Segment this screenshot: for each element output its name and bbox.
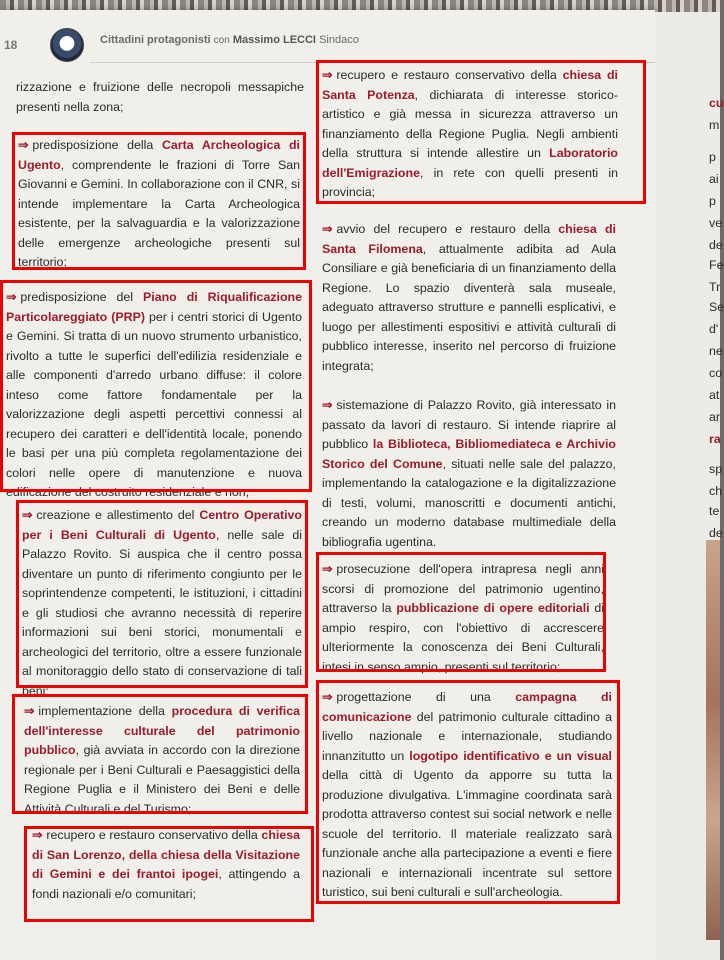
item-highlight: la Biblioteca, Bibliomediateca e Archivio Storico del Comune xyxy=(322,437,616,471)
item-text: implementazione della xyxy=(38,704,172,718)
facing-page-text: Tr xyxy=(709,280,721,294)
facing-page-photo xyxy=(706,540,720,940)
facing-page-text: ai xyxy=(709,172,719,186)
arrow-icon: ⇒ xyxy=(22,508,33,522)
arrow-icon: ⇒ xyxy=(322,222,333,236)
item-text: predisposizione del xyxy=(20,290,143,304)
item-highlight: procedura di verifica dell'interesse culturale del patrimonio pubblico xyxy=(24,704,301,757)
facing-page-text: sp xyxy=(709,462,723,476)
header-title-name: Massimo LECCI xyxy=(232,34,316,46)
annotation-box xyxy=(0,280,312,492)
facing-page-text: te xyxy=(709,504,720,518)
item-text: , già avviata in accordo con la direzione regionale per i Beni Culturali e Paesaggistici della Regione Puglia e il Ministero dei Beni e delle Attività Culturali e del Turismo; xyxy=(24,743,300,816)
annotation-box xyxy=(16,500,308,688)
item-text: recupero e restauro conservativo della xyxy=(46,828,262,842)
facing-page-text: d' xyxy=(709,322,719,336)
item-text: del patrimonio culturale cittadino a livello nazionale e internazionale, studiando innanzitutto un xyxy=(322,709,612,763)
item-highlight: chiesa di Santa Potenza xyxy=(322,68,619,102)
item-highlight: Laboratorio dell'Emigrazione xyxy=(322,146,618,180)
item-text: , dichiarata di interesse storico-artistico e già messa in sicurezza attraverso un finanziamento della Regione Puglia. Negli ambienti della struttura si intende allestire un xyxy=(322,87,618,160)
list-item xyxy=(322,220,616,376)
annotation-box xyxy=(24,826,314,922)
item-text: , comprendente le frazioni di Torre San Giovanni e Gemini. In collaborazione con il CNR, si intende implementare la Carta Archeologica esistente, per la salvaguardia e la valorizzazione delle emergenze archeologiche presenti sul territorio; xyxy=(18,157,300,269)
item-text: creazione e allestimento del xyxy=(36,508,200,522)
item-text: predisposizione della xyxy=(32,138,162,152)
intro-text: rizzazione e fruizione delle necropoli messapiche presenti nella zona; xyxy=(16,80,304,114)
item-highlight: chiesa di Santa Filomena xyxy=(322,222,616,256)
facing-page-text: ra xyxy=(709,432,721,446)
item-highlight: Carta Archeologica di Ugento xyxy=(18,138,300,172)
item-text: per i centri storici di Ugento e Gemini. Si tratta di un nuovo strumento urbanistico, rivolto a tutte le superfici dell'edilizia residenziale e alle componenti d'arredo urbano diffuse: il colore inteso come fattore fondamentale per la valorizzazione degli aspetti percettivi connessi al recupero dei caratteri e dell'identità locale, ponendo le basi per una più completa regolamentazione dei colori nelle opere di manutenzione e nuova edificazione del costruito residenziale e non; xyxy=(6,309,302,499)
facing-page-text: ch xyxy=(709,484,723,498)
arrow-icon: ⇒ xyxy=(322,690,333,704)
item-text: , attingendo a fondi nazionali e/o comunitari; xyxy=(32,867,300,901)
annotation-box xyxy=(12,132,306,270)
item-text: sistemazione di Palazzo Rovito, già interessato in passato da lavori di restauro. Si intende riaprire al pubblico xyxy=(322,398,616,451)
item-highlight: Piano di Riqualificazione Particolareggiato (PRP) xyxy=(6,290,302,324)
item-highlight: chiesa di San Lorenzo, della chiesa della Visitazione di Gemini e dei frantoi ipogei xyxy=(32,828,300,881)
item-text: recupero e restauro conservativo della xyxy=(336,68,563,82)
facing-page-text: p xyxy=(709,194,716,208)
facing-page-text: cu xyxy=(709,96,724,110)
facing-page-text: ne xyxy=(709,344,723,358)
list-item xyxy=(322,396,616,552)
item-highlight: Centro Operativo per i Beni Culturali di Ugento xyxy=(22,508,302,542)
header-title-prefix: Cittadini protagonisti xyxy=(100,34,211,46)
facing-page-text: ar xyxy=(709,410,721,424)
annotation-box xyxy=(316,680,620,904)
arrow-icon: ⇒ xyxy=(32,828,43,842)
item-highlight: pubblicazione di opere editoriali xyxy=(396,601,590,615)
arrow-icon: ⇒ xyxy=(24,704,35,718)
facing-page-text: Se xyxy=(709,300,724,314)
arrow-icon: ⇒ xyxy=(18,138,29,152)
item-text: , attualmente adibita ad Aula Consiliare e già beneficiaria di un finanziamento della Regione. Lo spazio diventerà sala museale, adeguato attraverso strutture e pannelli esplicativi, e luogo per allestimenti espositivi e attività culturali di pubblico interesse, inserito nel percorso di fruizione integrata; xyxy=(322,241,617,373)
annotation-box xyxy=(316,60,646,204)
facing-page-text: at xyxy=(709,388,720,402)
header-title-con: con xyxy=(213,35,230,46)
item-text: , situati nelle sale del palazzo, implementando la catalogazione e la digitalizzazione di testi, volumi, manoscritti e documenti antichi, creando un moderno database multimediale della bibliografia ugentina. xyxy=(322,456,616,549)
arrow-icon: ⇒ xyxy=(322,68,333,82)
municipal-logo-icon xyxy=(50,28,84,62)
facing-page-text: m xyxy=(709,118,720,132)
facing-page-text: Fe xyxy=(709,258,724,272)
arrow-icon: ⇒ xyxy=(322,398,333,412)
facing-page-text: ve xyxy=(709,216,723,230)
annotation-box xyxy=(316,552,606,672)
item-text: progettazione di una xyxy=(336,690,516,704)
facing-page-text: de xyxy=(709,526,723,540)
annotation-box xyxy=(12,694,308,814)
facing-page-text: co xyxy=(709,366,723,380)
item-text: , nelle sale di Palazzo Rovito. Si auspica che il centro possa diventare un punto di riferimento congiunto per le soprintendenze competenti, le istituzioni, i cittadini e gli studiosi che avranno necessità di reperire informazioni sui beni storici, monumentali e archeologici del territorio, oltre a essere funzionale al monitoraggio dello stato di conservazione di tali beni; xyxy=(22,527,302,698)
arrow-icon: ⇒ xyxy=(6,290,17,304)
facing-page-text: de xyxy=(709,238,723,252)
header-title xyxy=(100,34,359,46)
item-text: della città di Ugento da apporre su tutta la produzione divulgativa. L'immagine coordinata sarà prodotta attraverso contest sui social network e nelle scuole del territorio. Il materiale realizzato sarà funzionale anche alla partecipazione a eventi e fiere nazionali e internazionali incentrate sul settore turistico, sui beni culturali e sull'archeologia. xyxy=(322,768,612,899)
item-highlight: logotipo identificativo e un visual xyxy=(409,748,612,763)
item-highlight: campagna di comunicazione xyxy=(322,690,612,724)
item-text: prosecuzione dell'opera intrapresa negli anni scorsi di promozione del patrimonio ugentino, attraverso la xyxy=(322,562,604,615)
arrow-icon: ⇒ xyxy=(322,562,333,576)
page-number: 18 xyxy=(4,38,18,52)
item-text: di ampio respiro, con l'obiettivo di accrescere ulteriormente la conoscenza dei Beni Culturali, intesi in senso ampio, presenti sul territorio; xyxy=(322,601,605,674)
facing-page-text: p xyxy=(709,150,716,164)
item-text: avvio del recupero e restauro della xyxy=(336,222,559,236)
intro-paragraph xyxy=(16,78,304,117)
header-title-role: Sindaco xyxy=(319,34,359,46)
item-text: , in rete con quelli presenti in provincia; xyxy=(322,165,618,199)
